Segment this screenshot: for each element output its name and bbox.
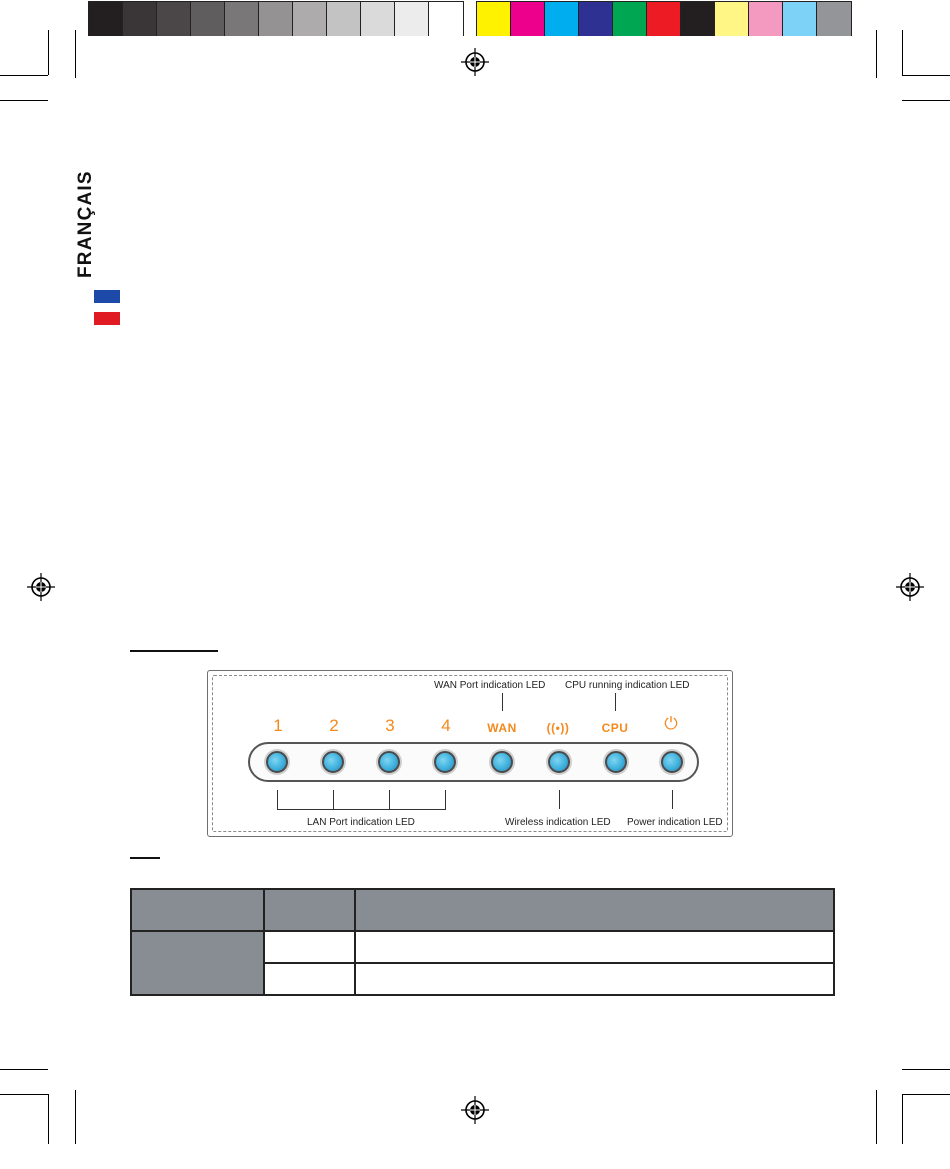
color-swatch-group (476, 1, 852, 36)
cpu-callout-label: CPU running indication LED (565, 680, 690, 691)
language-tab-label: FRANÇAIS (75, 170, 96, 278)
lan-callout-label: LAN Port indication LED (307, 817, 415, 828)
led-label-lan-2: 2 (329, 716, 339, 735)
crop-mark (48, 30, 49, 75)
color-swatch (579, 2, 613, 36)
power-callout-line (672, 790, 673, 809)
led-wan (491, 751, 513, 773)
color-swatch (511, 2, 545, 36)
crop-mark (75, 30, 76, 78)
led-power (661, 751, 683, 773)
gray-swatch (89, 2, 123, 36)
crop-mark (0, 100, 48, 101)
lan-bracket-line (333, 790, 334, 809)
gray-swatch (293, 2, 327, 36)
gray-swatch (395, 2, 429, 36)
color-swatch (783, 2, 817, 36)
color-swatch (681, 2, 715, 36)
gray-swatch (123, 2, 157, 36)
wireless-icon: ((•)) (546, 721, 570, 735)
table-cell (265, 962, 356, 994)
wan-callout-line (502, 693, 503, 711)
crop-mark (902, 75, 950, 76)
flag-red-stripe (94, 312, 120, 325)
led-lan-4 (434, 751, 456, 773)
wan-callout-label: WAN Port indication LED (434, 680, 546, 691)
table-header-cell (265, 890, 356, 930)
wireless-callout-label: Wireless indication LED (505, 817, 611, 828)
lan-bracket-line (389, 790, 390, 809)
table-header-cell (356, 890, 833, 930)
power-callout-label: Power indication LED (627, 817, 723, 828)
led-lan-2 (322, 751, 344, 773)
table-header-cell (132, 890, 265, 930)
registration-mark-icon (27, 573, 55, 601)
crop-mark (0, 75, 48, 76)
led-label-cpu: CPU (601, 721, 629, 735)
table-merged-cell (132, 930, 265, 994)
lan-bracket-line (277, 790, 278, 809)
heading-underline (130, 857, 160, 859)
led-lan-1 (266, 751, 288, 773)
crop-mark (902, 100, 950, 101)
crop-mark (902, 1069, 950, 1070)
gray-swatch-group (88, 1, 464, 36)
registration-mark-icon (461, 1096, 489, 1124)
led-label-lan-1: 1 (273, 716, 283, 735)
color-swatch (545, 2, 579, 36)
color-swatch (477, 2, 511, 36)
cpu-callout-line (615, 693, 616, 711)
registration-mark-icon (896, 573, 924, 601)
gray-swatch (157, 2, 191, 36)
color-swatch (613, 2, 647, 36)
color-swatch (715, 2, 749, 36)
crop-mark (48, 1094, 49, 1144)
color-swatch (749, 2, 783, 36)
flag-blue-stripe (94, 290, 120, 303)
table-cell (356, 962, 833, 994)
crop-mark (876, 1090, 877, 1144)
registration-mark-icon (461, 48, 489, 76)
gray-swatch (361, 2, 395, 36)
crop-mark (876, 30, 877, 78)
lan-bracket-line (277, 809, 446, 810)
led-label-wan: WAN (487, 721, 517, 735)
gray-swatch (191, 2, 225, 36)
crop-mark (902, 1094, 950, 1095)
gray-swatch (225, 2, 259, 36)
crop-mark (0, 1069, 48, 1070)
lan-bracket-line (445, 790, 446, 809)
gray-swatch (327, 2, 361, 36)
crop-mark (902, 30, 903, 75)
heading-underline (130, 650, 218, 652)
crop-mark (902, 1094, 903, 1144)
power-icon: ⏻ (664, 714, 678, 733)
table-cell (265, 930, 356, 962)
led-status-table (130, 888, 835, 996)
table-cell (356, 930, 833, 962)
led-lan-3 (378, 751, 400, 773)
led-label-lan-3: 3 (385, 716, 395, 735)
wireless-callout-line (559, 790, 560, 809)
crop-mark (0, 1094, 48, 1095)
crop-mark (75, 1090, 76, 1144)
led-strip (248, 742, 699, 782)
led-wireless (548, 751, 570, 773)
led-cpu (605, 751, 627, 773)
color-calibration-bar (88, 1, 852, 36)
gray-swatch (429, 2, 463, 36)
gray-swatch (259, 2, 293, 36)
color-swatch (647, 2, 681, 36)
led-label-lan-4: 4 (441, 716, 451, 735)
color-swatch (817, 2, 851, 36)
